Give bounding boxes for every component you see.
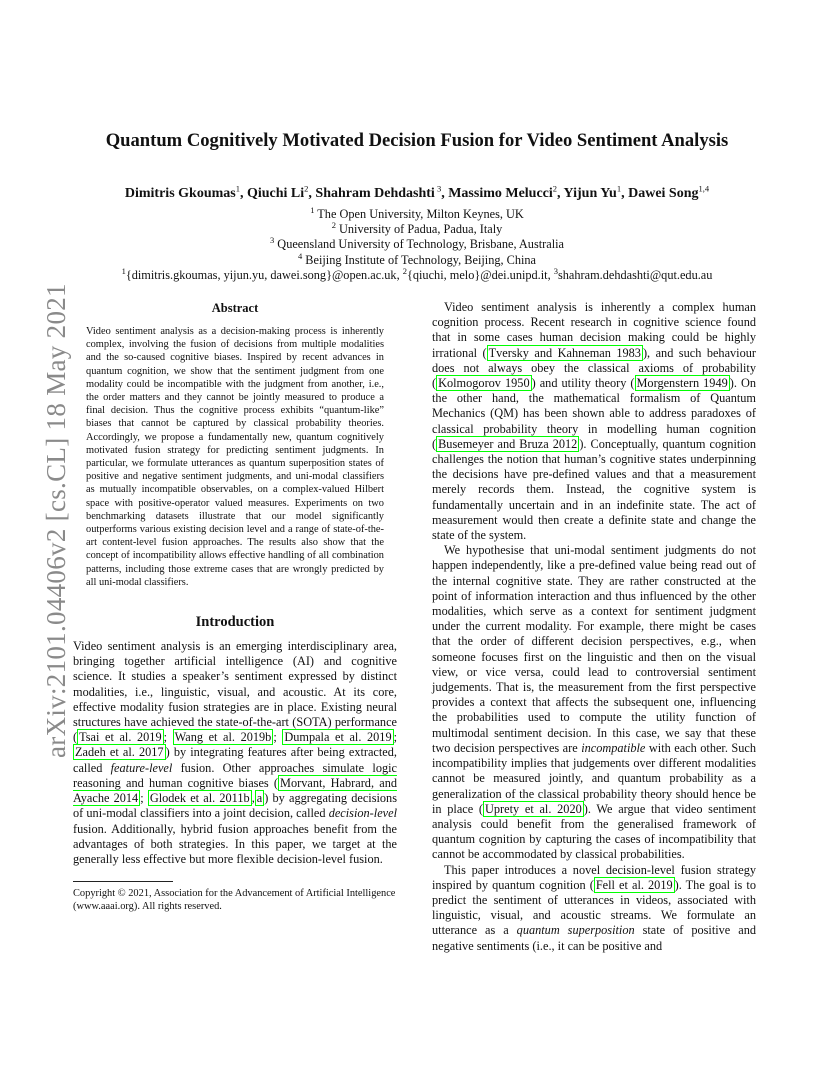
abstract-text: Video sentiment analysis as a decision-making process is inherently complex, involving the fusion of decisions from multiple modalities and the so-caused cognitive biases. Inspired by recent advances in quantum cognition, we show that the sentiment judgment from one modality could be incompatible with the judgment from another, i.e., the order matters and they cannot be jointly measured to produce a final decision. Thus the cognitive process exhibits “quantum-like” biases that cannot be captured by classical probability theories. Accordingly, we propose a fundamentally new, quantum cognitively motivated fusion strategy for predicting sentiment judgments. In particular, we formulate utterances as quantum superposition states of positive and negative sentiment judgments, and uni-modal classifiers as mutually incompatible observables, on a complex-valued Hilbert space with positive-operator valued measures. Experiments on two benchmarking datasets illustrate that our model significantly outperforms various existing decision level and a range of state-of-the-art content-level fusion approaches. The results also show that the concept of incompatibility allows effective handling of all combination patterns, including those extreme cases that are wrongly predicted by all uni-modal classifiers. <box>86 326 384 588</box>
copyright-footnote: Copyright © 2021, Association for the Advancement of Artificial Intelligence (www.aaai.org). All rights reserved. <box>73 888 396 912</box>
citation-link[interactable]: Tversky and Kahneman 1983 <box>488 345 641 360</box>
author: Qiuchi Li$^2$, <box>246 183 316 201</box>
citation-link[interactable]: Morgenstern 1949 <box>636 376 728 391</box>
author-list <box>60 184 774 204</box>
body-paragraph: We hypothesise that uni-modal sentiment judgments do not happen independently, like a pre-defined value being read out of the internal cognitive state. They are rather constructed at the point of information interaction and thus influenced by the other modalities, which serve as a context for sentiment judgment under the current modality. For example, there might be cases that the order of different decision perspectives, e.g., when someone focuses first on the linguistic and then on the visual view, or vice versa, could lead to controversial sentiment judgements. That is, the measurement from the first perspective provides a context that affects the subsequent one, influencing the probabilities used to compute the utility function of multimodal sentiment decision. In this case, we say that these two decision perspectives are incompatible with each other. Such incompatibility implies that judgements over different modalities cannot be measured jointly, and quantum probability as a generalization of the classical probability theory should hence be in place ( Uprety et al. 2020 ). We argue that video sentiment analysis could benefit from the generalised framework of quantum cognition by capturing the cases of incompatibility that cannot be accommodated by classical probabilities. <box>432 543 757 862</box>
affiliation: $^3$ Queensland University of Technology, Brisbane, Australia <box>269 235 564 252</box>
citation-link[interactable]: Busemeyer and Bruza 2012 <box>438 436 578 451</box>
footnote-rule <box>73 881 173 882</box>
citation-link[interactable]: Uprety et al. 2020 <box>485 801 582 816</box>
citation-link[interactable]: Morvant, Habrard, and Ayache 2014 <box>73 775 398 806</box>
author: Yijun Yu$^1$, <box>563 183 629 201</box>
abstract-heading: Abstract <box>211 301 259 315</box>
affiliation: $^2$ University of Padua, Padua, Italy <box>331 220 503 237</box>
author: Shahram Dehdashti $^3$, <box>315 183 449 201</box>
body-paragraph: Video sentiment analysis is inherently a complex human cognition process. Recent research in cognitive science found that in some cases human decision making could be highly irrational ( Tversky and Kahneman 1983 ), and such behaviour does not always obey the classical axioms of probability ( Kolmogorov 1950 ) and utility theory ( Morgenstern 1949 ). On the other hand, the mathematical formalism of Quantum Mechanics (QM) has been shown able to address paradoxes of classical probability theory in modelling human cognition ( Busemeyer and Bruza 2012 ). Conceptually, quantum cognition challenges the notion that human’s cognitive states underpinning the decisions have pre-defined values and that a measurement merely records them. Instead, the cognitive system is fundamentally uncertain and in an indefinite state. The act of measurement would then create a definite state and change the state of the system. <box>432 300 756 543</box>
citation-link[interactable]: a <box>256 791 263 806</box>
left-column <box>73 300 397 913</box>
paper-title: Quantum Cognitively Motivated Decision Fusion for Video Sentiment Analysis <box>105 130 729 151</box>
author: Dimitris Gkoumas$^1$, <box>124 183 247 201</box>
citation-link[interactable]: Dumpala et al. 2019 <box>284 730 392 745</box>
citation-link[interactable]: Kolmogorov 1950 <box>438 376 530 391</box>
affiliation: $^1$ The Open University, Milton Keynes, UK <box>310 204 524 221</box>
citation-link[interactable]: Wang et al. 2019b <box>174 730 272 745</box>
citation-link[interactable]: Zadeh et al. 2017 <box>75 745 164 760</box>
author-emails: $^1${dimitris.gkoumas, yijun.yu, dawei.song}@open.ac.uk, $^2${qiuchi, melo}@dei.unipd.it, $^3$shahram.dehdashti@qut.edu.au <box>121 265 713 282</box>
citation-link[interactable]: Fell et al. 2019 <box>595 877 673 892</box>
introduction-heading: Introduction <box>195 614 275 631</box>
affiliations <box>60 204 774 283</box>
author: Dawei Song$^{1,4}$ <box>628 183 710 201</box>
citation-link[interactable]: Glodek et al. 2011b <box>149 791 250 806</box>
intro-paragraph: Video sentiment analysis is an emerging interdisciplinary area, bringing together artificial intelligence (AI) and cognitive science. It studies a speaker’s sentiment expressed by distinct modalities, i.e., linguistic, visual, and acoustic. At its core, effective modality fusion strategies are in place. Existing neural structures have achieved the state-of-the-art (SOTA) performance ( Tsai et al. 2019 ; Wang et al. 2019b ; Dumpala et al. 2019 ; Zadeh et al. 2017 ) by integrating features after being extracted, called feature-level fusion. Other approaches simulate logic reasoning and human cognitive biases ( Morvant, Habrard, and Ayache 2014 ; Glodek et al. 2011b , a ) by aggregating decisions of uni-modal classifiers into a joint decision, called decision-level fusion. Additionally, hybrid fusion approaches benefit from the advantages of both strategies. In this paper, we target at the generally less effective but more flexible decision-level fusion. <box>73 639 398 866</box>
arxiv-identifier: arXiv:2101.04406v2 [cs.CL] 18 May 2021 <box>41 283 71 758</box>
body-paragraph: This paper introduces a novel decision-level fusion strategy inspired by quantum cognition ( Fell et al. 2019 ). The goal is to predict the sentiment of utterances in videos, associated with linguistic, visual, and acoustic streams. We formulate an utterance as a quantum superposition state of positive and negative sentiments (i.e., it can be positive and <box>432 862 756 953</box>
arxiv-stamp <box>17 283 71 758</box>
right-column <box>432 300 756 954</box>
author: Massimo Melucci$^2$, <box>448 183 564 201</box>
citation-link[interactable]: Tsai et al. 2019 <box>79 730 162 745</box>
affiliation: $^4$ Beijing Institute of Technology, Beijing, China <box>297 250 537 267</box>
